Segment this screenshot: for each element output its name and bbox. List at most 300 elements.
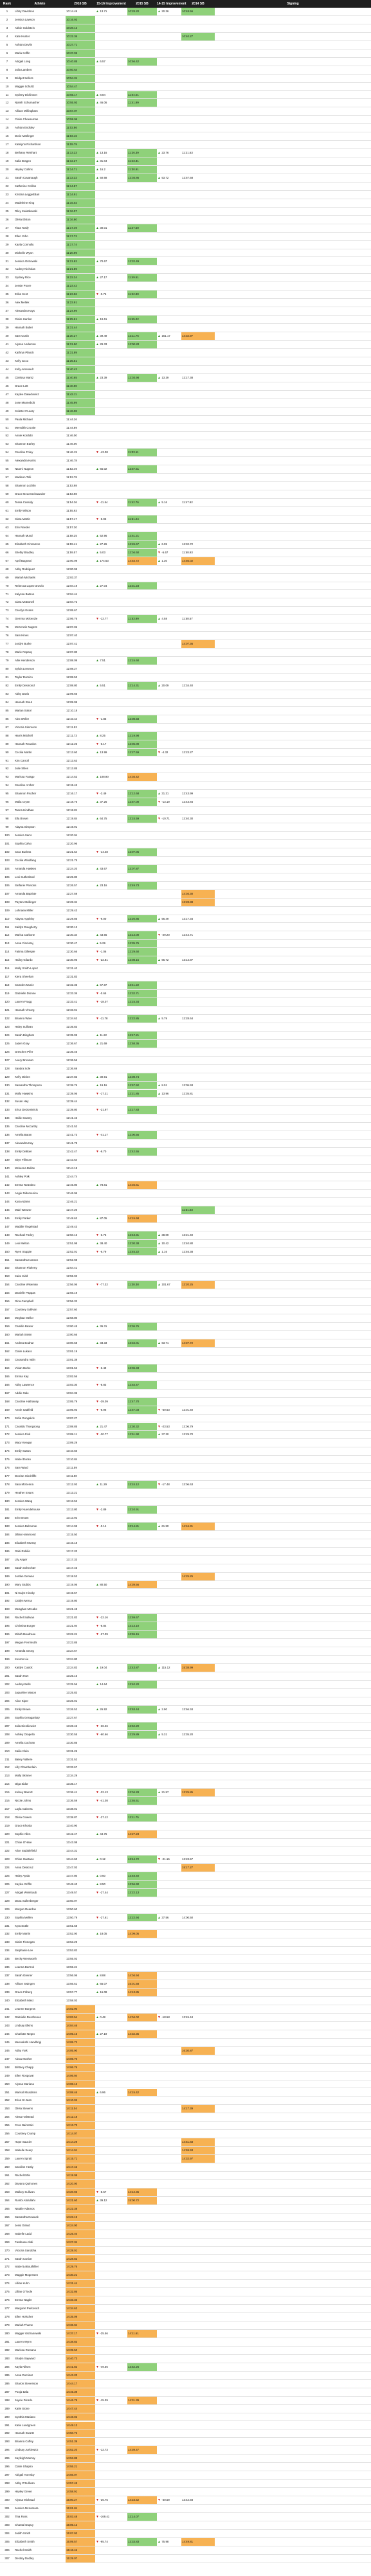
table-row xyxy=(0,907,371,915)
sb-2016-cell: 13:34.29 xyxy=(66,1774,78,1778)
sb-2014-cell xyxy=(181,1614,215,1622)
sb-2016-cell: 12:55.02 xyxy=(66,1275,78,1278)
improvement-15-16-cell xyxy=(95,1556,127,1564)
improvement-14-15-cell xyxy=(157,582,181,590)
rank-cell: 47 xyxy=(5,392,9,396)
improvement-14-15-cell xyxy=(157,1780,181,1788)
rank-cell: 277 xyxy=(5,2307,10,2311)
improvement-value: 36.31 xyxy=(100,1325,107,1328)
signing-cell xyxy=(215,699,371,706)
athlete-cell: Tanna Hindhan xyxy=(15,809,34,812)
arrow-up-icon: ▲ xyxy=(158,1433,162,1437)
signing-cell xyxy=(215,674,371,681)
arrow-up-icon: ▲ xyxy=(96,375,100,380)
athlete-cell: Kelly Obrien xyxy=(15,1075,30,1078)
athlete-cell: Hannah Reardon xyxy=(15,742,37,746)
improvement-15-16-cell xyxy=(95,2513,127,2521)
sb-2016-cell: 12:08.09 xyxy=(66,659,78,663)
sb-2015-cell: 13:24.59 xyxy=(127,815,157,823)
rank-cell: 168 xyxy=(5,1399,10,1403)
table-row xyxy=(0,566,371,574)
improvement-value: -25.56 xyxy=(100,2332,108,2336)
arrow-down-icon: ▼ xyxy=(96,292,100,297)
sb-2014-cell xyxy=(181,857,215,864)
table-row xyxy=(0,141,371,149)
sb-2016-cell: 14:21.60 xyxy=(66,2197,95,2205)
athlete-cell: Gabi Robilio xyxy=(15,1549,30,1553)
sb-2014-cell xyxy=(181,1356,215,1364)
improvement-15-16-cell xyxy=(95,973,127,981)
rank-cell: 305 xyxy=(5,2539,10,2543)
improvement-15-16-cell xyxy=(95,1131,127,1139)
sb-2016-cell: 14:20.00 xyxy=(66,2180,95,2188)
sb-2014-cell xyxy=(181,282,215,290)
sb-2015-cell xyxy=(127,2355,157,2363)
improvement-value: 23.76 xyxy=(161,151,169,155)
improvement-value: -0.76 xyxy=(100,292,107,296)
sb-2016-cell: 11:17.49 xyxy=(66,224,95,232)
sb-2015-cell xyxy=(127,482,157,490)
improvement-14-15-cell xyxy=(157,2288,181,2296)
sb-2014-cell: 14:16.31 xyxy=(181,1523,215,1530)
athlete-cell: Abigail Hornsby xyxy=(15,2473,35,2477)
improvement-14-15-cell xyxy=(157,457,181,465)
improvement-14-15-cell xyxy=(157,865,181,873)
arrow-down-icon: ▼ xyxy=(96,501,100,505)
table-row xyxy=(0,1198,371,1206)
sb-2016-cell: 14:06.76 xyxy=(66,2064,95,2071)
rank-cell: 257 xyxy=(5,2140,10,2144)
table-row xyxy=(0,1764,371,1772)
sb-2015-cell: 13:22.94 xyxy=(127,1914,157,1922)
rank-cell: 227 xyxy=(5,1890,10,1894)
sb-2016-cell: 12:13.63 xyxy=(66,758,78,762)
athlete-cell: Niamh Schumacher xyxy=(15,101,40,105)
improvement-value: -27.44 xyxy=(100,1890,108,1894)
athlete-cell: Maria Coffin xyxy=(15,51,30,55)
improvement-14-15-cell xyxy=(157,1323,181,1330)
athlete-cell: Emma Nagler xyxy=(15,2298,32,2302)
arrow-up-icon: ▲ xyxy=(96,683,100,688)
athlete-cell: Rebecca Lopez-anzolo xyxy=(15,584,44,587)
table-row xyxy=(0,807,371,815)
improvement-15-16-cell xyxy=(95,1156,127,1164)
signing-cell xyxy=(215,2321,371,2329)
improvement-15-16-cell xyxy=(95,1298,127,1305)
sb-2015-cell: 12:51.21 xyxy=(127,532,157,540)
table-row xyxy=(0,2555,371,2563)
table-row xyxy=(0,623,371,632)
arrow-up-icon: ▲ xyxy=(96,2198,100,2203)
rank-cell: 33 xyxy=(5,276,9,280)
sb-2014-cell xyxy=(181,1472,215,1480)
sb-2016-cell: 12:20.04 xyxy=(66,834,78,837)
rank-cell: 27 xyxy=(5,226,9,229)
sb-2016-cell: 13:19.80 xyxy=(66,1599,78,1603)
athlete-cell: Jessi Girard xyxy=(15,2223,30,2227)
arrow-down-icon: ▼ xyxy=(96,2398,100,2402)
sb-2015-cell xyxy=(127,1531,157,1539)
sb-2016-cell: 14:15.71 xyxy=(66,2155,95,2163)
improvement-15-16-cell xyxy=(95,1531,127,1539)
rank-cell: 224 xyxy=(5,1865,10,1869)
arrow-up-icon: ▲ xyxy=(158,1083,162,1087)
rank-cell: 206 xyxy=(5,1715,10,1719)
improvement-15-16-cell xyxy=(95,2288,127,2296)
table-row xyxy=(0,1914,371,1922)
sb-2015-cell: 14:27.23 xyxy=(127,1830,157,1838)
improvement-15-16-cell xyxy=(95,1447,127,1455)
rank-cell: 111 xyxy=(5,925,10,929)
sb-2015-cell xyxy=(127,2296,157,2304)
sb-2014-cell xyxy=(181,1639,215,1647)
signing-cell xyxy=(215,615,371,623)
sb-2016-cell: 11:54.36 xyxy=(66,501,77,505)
improvement-value: -27.09 xyxy=(100,1632,108,1636)
sb-2015-cell xyxy=(127,2313,157,2321)
improvement-value: 1.16 xyxy=(161,1249,167,1253)
signing-cell xyxy=(215,574,371,582)
sb-2016-cell: 12:30.96 xyxy=(66,958,78,962)
improvement-15-16-cell xyxy=(95,1731,127,1739)
sb-2016-cell: 13:27.67 xyxy=(66,1715,78,1719)
sb-2016-cell: 10:54.47 xyxy=(66,83,95,91)
improvement-15-16-cell xyxy=(95,2338,127,2346)
signing-cell xyxy=(215,607,371,614)
improvement-14-15-cell xyxy=(157,924,181,931)
improvement-value: 14.64 xyxy=(100,1682,107,1686)
rank-cell: 223 xyxy=(5,1857,10,1861)
signing-cell xyxy=(215,490,371,498)
signing-cell xyxy=(215,1756,371,1764)
sb-2015-cell xyxy=(127,823,157,831)
athlete-cell: Olivia Elston xyxy=(15,217,31,221)
rank-cell: 268 xyxy=(5,2232,10,2235)
improvement-14-15-cell xyxy=(157,199,181,207)
table-row xyxy=(0,2521,371,2530)
signing-cell xyxy=(215,2355,371,2363)
sb-2015-cell xyxy=(127,2422,157,2429)
improvement-14-15-cell xyxy=(157,2214,181,2221)
table-row xyxy=(0,157,371,166)
sb-2015-cell: 12:55.51 xyxy=(127,1797,157,1805)
rank-cell: 240 xyxy=(5,1999,10,2003)
signing-cell xyxy=(215,890,371,898)
rank-cell: 239 xyxy=(5,1990,10,1994)
improvement-14-15-cell xyxy=(157,2413,181,2421)
rank-cell: 213 xyxy=(5,1774,10,1778)
table-row xyxy=(0,1989,371,1997)
improvement-15-16-cell xyxy=(95,1506,127,1514)
sb-2015-cell: 12:57.92 xyxy=(127,1082,157,1089)
arrow-down-icon: ▼ xyxy=(96,1632,100,1637)
improvement-15-16-cell xyxy=(95,2022,127,2030)
table-row xyxy=(0,24,371,33)
table-row xyxy=(0,1339,371,1348)
sb-2016-cell: 14:06.94 xyxy=(66,2072,95,2080)
rank-cell: 177 xyxy=(5,1474,10,1478)
arrow-down-icon: ▼ xyxy=(96,1249,100,1254)
signing-cell xyxy=(215,2546,371,2554)
sb-2016-cell: 13:01.52 xyxy=(66,1366,78,1370)
sb-2014-cell xyxy=(181,1597,215,1605)
improvement-14-15-cell xyxy=(157,715,181,723)
sb-2015-cell: 12:43.31 xyxy=(127,1231,157,1239)
improvement-14-15-cell xyxy=(157,1456,181,1463)
improvement-14-15-cell xyxy=(157,2014,181,2021)
sb-2015-cell xyxy=(127,765,157,773)
sb-2014-cell xyxy=(181,2455,215,2462)
improvement-14-15-cell xyxy=(157,2022,181,2030)
athlete-cell: Chloe Gaetano xyxy=(15,1857,34,1861)
signing-cell xyxy=(215,2005,371,2013)
signing-cell xyxy=(215,2363,371,2371)
improvement-15-16-cell xyxy=(95,282,127,290)
improvement-14-15-cell xyxy=(157,1306,181,1314)
sb-2015-cell xyxy=(127,191,157,199)
signing-cell xyxy=(215,1681,371,1688)
sb-2015-cell: 13:08.74 xyxy=(127,1073,157,1081)
signing-cell xyxy=(215,1889,371,1897)
improvement-15-16-cell xyxy=(95,1281,127,1289)
rank-cell: 138 xyxy=(5,1150,10,1154)
improvement-15-16-cell xyxy=(95,682,127,690)
signing-cell xyxy=(215,2313,371,2321)
sb-2016-cell: 12:36.67 xyxy=(66,1041,78,1045)
arrow-up-icon: ▲ xyxy=(158,958,162,963)
athlete-cell: Michelle Wynn xyxy=(15,251,33,255)
arrow-down-icon: ▼ xyxy=(96,1915,100,1920)
signing-cell xyxy=(215,865,371,873)
sb-2016-cell: 13:47.80 xyxy=(66,1874,78,1877)
arrow-up-icon: ▲ xyxy=(96,2090,100,2095)
athlete-cell: Claire Cheeseman xyxy=(15,118,39,121)
table-row xyxy=(0,1748,371,1756)
sb-2016-cell: 13:30.55 xyxy=(66,1732,78,1736)
athlete-cell: Pooja Bala xyxy=(15,2390,29,2393)
improvement-14-15-cell xyxy=(157,1339,181,1347)
signing-cell xyxy=(215,940,371,947)
signing-cell xyxy=(215,1597,371,1605)
improvement-14-15-cell xyxy=(157,2513,181,2521)
signing-cell xyxy=(215,1739,371,1747)
table-row xyxy=(0,715,371,724)
sb-2015-cell: 13:56.90 xyxy=(127,1881,157,1888)
table-row xyxy=(0,2205,371,2214)
sb-2016-cell: 13:18.53 xyxy=(66,1574,78,1578)
sb-2016-cell: 13:56.06 xyxy=(66,1974,78,1978)
improvement-14-15-cell xyxy=(157,832,181,839)
sb-2016-cell: 12:41.78 xyxy=(66,1141,78,1145)
improvement-15-16-cell xyxy=(95,765,127,773)
sb-2016-cell: 11:14.87 xyxy=(66,183,95,190)
improvement-15-16-cell xyxy=(95,1015,127,1023)
signing-cell xyxy=(215,623,371,631)
improvement-15-16-cell xyxy=(95,1048,127,1056)
table-row xyxy=(0,2247,371,2255)
sb-2014-cell: 10:48.56 xyxy=(181,8,215,15)
table-row xyxy=(0,707,371,715)
sb-2015-cell xyxy=(127,632,157,640)
improvement-15-16-cell xyxy=(95,157,127,165)
rank-cell: 109 xyxy=(5,908,10,912)
sb-2015-cell: 12:06.09 xyxy=(127,740,157,748)
table-row xyxy=(0,332,371,341)
improvement-value: 20.36 xyxy=(161,10,169,13)
sb-2015-cell xyxy=(127,1772,157,1780)
signing-cell xyxy=(215,798,371,806)
signing-cell xyxy=(215,1373,371,1381)
improvement-14-15-cell xyxy=(157,1048,181,1056)
arrow-up-icon: ▲ xyxy=(96,1341,100,1345)
sb-2014-cell: 13:42.93 xyxy=(182,2498,194,2502)
signing-cell xyxy=(215,1556,371,1564)
athlete-cell: Amanda Georg xyxy=(15,1649,34,1653)
signing-cell xyxy=(215,549,371,557)
athlete-cell: Annie Saalfeld xyxy=(15,1408,33,1411)
athlete-cell: Haley Ayala xyxy=(15,1874,30,1877)
signing-cell xyxy=(215,2255,371,2263)
improvement-value: 75.98 xyxy=(161,2539,169,2543)
sb-2014-cell xyxy=(181,1955,215,1963)
sb-2016-cell: 13:30.85 xyxy=(66,1740,78,1744)
improvement-15-16-cell xyxy=(95,2255,127,2263)
improvement-value: 16.2 xyxy=(100,168,105,172)
signing-cell xyxy=(215,58,371,66)
signing-cell xyxy=(215,166,371,174)
improvement-value: -5.93 xyxy=(100,517,107,521)
sb-2015-cell xyxy=(127,574,157,582)
sb-2016-cell: 14:48.02 xyxy=(66,2413,95,2421)
sb-2014-cell xyxy=(181,1606,215,1613)
table-row xyxy=(0,1415,371,1423)
improvement-value: -50.63 xyxy=(161,1408,170,1411)
sb-2015-cell xyxy=(127,282,157,290)
sb-2016-cell: 12:35.83 xyxy=(66,1024,78,1028)
improvement-15-16-cell xyxy=(95,1406,127,1414)
improvement-14-15-cell xyxy=(157,557,181,565)
rank-cell: 73 xyxy=(5,609,9,613)
improvement-15-16-cell xyxy=(95,2271,127,2279)
sb-2016-cell: 12:46.21 xyxy=(66,1199,78,1203)
improvement-14-15-cell xyxy=(157,1606,181,1613)
table-row xyxy=(0,75,371,83)
improvement-14-15-cell xyxy=(157,1131,181,1139)
sb-2015-cell xyxy=(127,432,157,440)
improvement-15-16-cell xyxy=(95,399,127,407)
sb-2016-cell: 14:57.45 xyxy=(66,2480,95,2487)
improvement-value: 43.67 xyxy=(100,866,107,870)
sb-2014-cell xyxy=(181,832,215,839)
improvement-15-16-cell xyxy=(95,149,127,157)
table-row xyxy=(0,1173,371,1181)
sb-2016-cell: 12:06.76 xyxy=(66,617,78,621)
header-rank: Rank xyxy=(3,2,12,6)
arrow-down-icon: ▼ xyxy=(96,2448,100,2453)
improvement-value: 4.58 xyxy=(161,617,167,621)
table-row xyxy=(0,1373,371,1381)
sb-2015-cell xyxy=(127,24,157,32)
athlete-cell: Hannah Butler xyxy=(15,326,33,330)
improvement-value: -12.73 xyxy=(100,2448,108,2452)
athlete-cell: Madeleine King xyxy=(15,201,35,204)
rank-cell: 88 xyxy=(5,733,9,737)
sb-2016-cell: 13:47.03 xyxy=(66,1865,78,1869)
table-row xyxy=(0,1181,371,1190)
sb-2015-cell xyxy=(127,416,157,424)
table-row xyxy=(0,166,371,174)
improvement-14-15-cell xyxy=(157,648,181,656)
sb-2016-cell: 14:03.54 xyxy=(66,2014,95,2021)
sb-2015-cell: 13:06.33 xyxy=(127,1364,157,1372)
athlete-cell: Rachel Sullivan xyxy=(15,1616,35,1620)
sb-2016-cell: 12:44.18 xyxy=(66,1167,78,1170)
arrow-down-icon: ▼ xyxy=(158,2015,162,2019)
signing-cell xyxy=(215,1722,371,1730)
arrow-up-icon: ▲ xyxy=(158,1524,162,1528)
improvement-15-16-cell xyxy=(95,1098,127,1105)
signing-cell xyxy=(215,416,371,424)
sb-2016-cell: 11:13.23 xyxy=(66,149,95,157)
sb-2016-cell: 13:25.56 xyxy=(66,1682,78,1686)
improvement-14-15-cell xyxy=(157,1656,181,1663)
sb-2015-cell xyxy=(127,1748,157,1755)
sb-2014-cell xyxy=(181,1323,215,1330)
sb-2014-cell xyxy=(181,1881,215,1888)
sb-2016-cell: 13:28.46 xyxy=(66,1724,78,1728)
improvement-14-15-cell xyxy=(157,2172,181,2179)
improvement-value: 7.51 xyxy=(100,659,105,663)
athlete-cell: Samantha Thompson xyxy=(15,1083,42,1087)
sb-2016-cell: 11:53.98 xyxy=(66,484,77,488)
sb-2014-cell xyxy=(181,482,215,490)
sb-2014-cell xyxy=(181,291,215,298)
sb-2014-cell xyxy=(181,965,215,972)
sb-2016-cell: 12:12.26 xyxy=(66,742,78,746)
rank-cell: 190 xyxy=(5,1582,10,1586)
sb-2015-cell: 12:03.98 xyxy=(127,374,157,382)
rank-cell: 9 xyxy=(6,76,8,80)
improvement-14-15-cell xyxy=(157,2271,181,2279)
arrow-up-icon: ▲ xyxy=(96,1325,100,1329)
rank-cell: 53 xyxy=(5,442,9,446)
rank-cell: 93 xyxy=(5,775,9,779)
sb-2014-cell: 11:21.63 xyxy=(182,151,193,155)
rank-cell: 103 xyxy=(5,858,10,862)
athlete-cell: Caroline Foley xyxy=(15,451,33,454)
signing-cell xyxy=(215,1398,371,1406)
sb-2015-cell xyxy=(127,349,157,357)
rank-cell: 84 xyxy=(5,700,9,704)
sb-2016-cell: 14:19.08 xyxy=(66,2172,95,2179)
sb-2015-cell xyxy=(127,2214,157,2221)
signing-cell xyxy=(215,724,371,731)
sb-2016-cell: 11:16.07 xyxy=(66,208,95,215)
improvement-value: 5.79 xyxy=(161,1016,167,1020)
sb-2016-cell: 12:18.76 xyxy=(66,800,78,804)
table-row xyxy=(0,1930,371,1938)
athlete-cell: Mariah Michaels xyxy=(15,575,35,579)
sb-2014-cell xyxy=(181,1131,215,1139)
arrow-down-icon: ▼ xyxy=(96,1408,100,1412)
signing-cell xyxy=(215,1082,371,1089)
table-row xyxy=(0,1789,371,1797)
improvement-14-15-cell xyxy=(157,482,181,490)
athlete-cell: Emily Parker xyxy=(15,1216,31,1220)
sb-2014-cell xyxy=(181,116,215,123)
table-row xyxy=(0,16,371,24)
sb-2016-cell: 12:58.80 xyxy=(66,1316,78,1320)
